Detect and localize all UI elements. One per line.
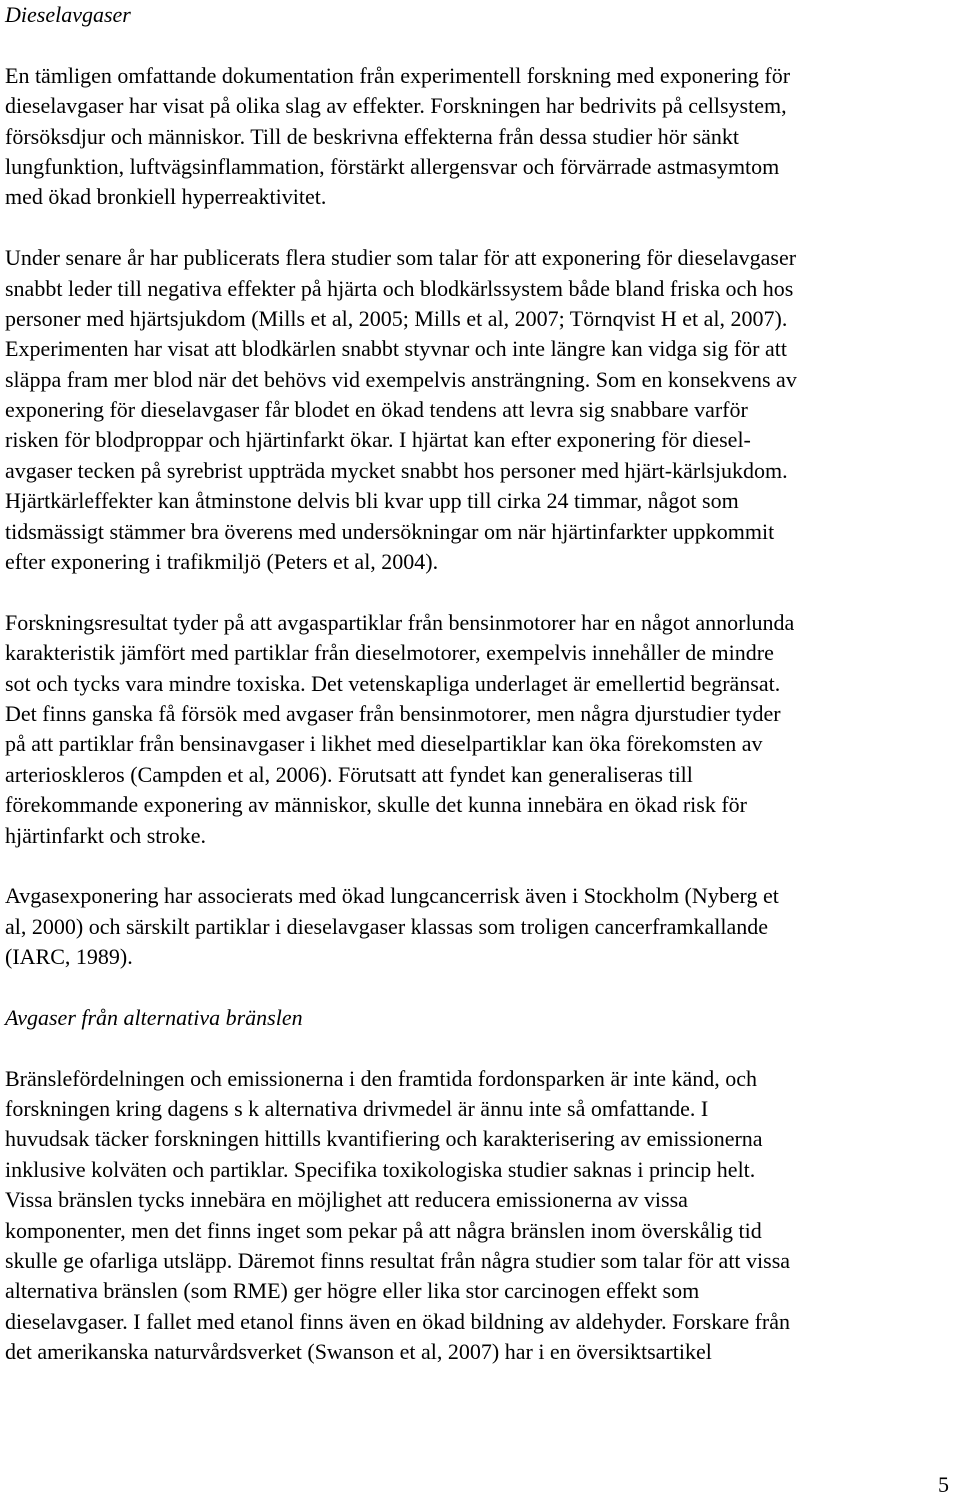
text-line: sot och tycks vara mindre toxiska. Det vetenskapliga underlaget är emellertid begränsat. (5, 670, 781, 696)
text-line: En tämligen omfattande dokumentation från experimentell forskning med exponering för (5, 62, 791, 88)
text-line: Bränslefördelningen och emissionerna i den framtida fordonsparken är inte känd, och (5, 1065, 758, 1091)
text-line: komponenter, men det finns inget som pekar på att några bränslen inom överskålig tid (5, 1217, 762, 1243)
text-line: al, 2000) och särskilt partiklar i dieselavgaser klassas som troligen cancerframkallande (5, 913, 769, 939)
text-line: tidsmässigt stämmer bra överens med undersökningar om när hjärtinfarkter uppkommit (5, 518, 775, 544)
text-line: lungfunktion, luftvägsinflammation, förstärkt allergensvar och förvärrade astmasymtom (5, 153, 780, 179)
text-line: med ökad bronkiell hyperreaktivitet. (5, 184, 327, 210)
spacer (5, 973, 957, 1003)
spacer (5, 1033, 957, 1063)
paragraph-5 (5, 1064, 957, 1368)
text-line: karakteristik jämfört med partiklar från dieselmotorer, exempelvis innehåller de mindre (5, 640, 774, 666)
text-line: forskningen kring dagens s k alternativa drivmedel är ännu inte så omfattande. I (5, 1096, 709, 1122)
text-line: personer med hjärtsjukdom (Mills et al, 2005; Mills et al, 2007; Törnqvist H et al, 2007). (5, 305, 788, 331)
text-line: risken för blodproppar och hjärtinfarkt ökar. I hjärtat kan efter exponering för diesel- (5, 427, 751, 453)
text-line: arterioskleros (Campden et al, 2006). Förutsatt att fyndet kan generaliseras till (5, 761, 693, 787)
text-line: huvudsak täcker forskningen hittills kvantifiering och karakterisering av emissionerna (5, 1126, 763, 1152)
text-line: Det finns ganska få försök med avgaser från bensinmotorer, men några djurstudier tyder (5, 700, 781, 726)
text-line: alternativa bränslen (som RME) ger högre eller lika stor carcinogen effekt som (5, 1278, 700, 1304)
text-line: exponering för dieselavgaser får blodet en ökad tendens att levra sig snabbare varför (5, 397, 748, 423)
text-line: Vissa bränslen tycks innebära en möjlighet att reducera emissionerna av vissa (5, 1187, 688, 1213)
text-line: på att partiklar från bensinavgaser i likhet med dieselpartiklar kan öka förekomsten av (5, 731, 763, 757)
spacer (5, 30, 957, 60)
spacer (5, 577, 957, 607)
text-line: Experimenten har visat att blodkärlen snabbt styvnar och inte längre kan vidga sig för att (5, 336, 787, 362)
text-line: avgaser tecken på syrebrist uppträda mycket snabbt hos personer med hjärt-kärlsjukdom. (5, 457, 788, 483)
text-line: försöksdjur och människor. Till de beskrivna effekterna från dessa studier hör sänkt (5, 123, 740, 149)
text-line: dieselavgaser har visat på olika slag av effekter. Forskningen har bedrivits på cellsystem, (5, 93, 787, 119)
text-line: släppa fram mer blod när det behövs vid exempelvis ansträngning. Som en konsekvens av (5, 366, 797, 392)
text-line: hjärtinfarkt och stroke. (5, 822, 206, 848)
document-page (5, 0, 957, 1368)
text-line: (IARC, 1989). (5, 944, 133, 970)
paragraph-4 (5, 881, 957, 972)
text-line: Hjärtkärleffekter kan åtminstone delvis bli kvar upp till cirka 24 timmar, något som (5, 488, 739, 514)
text-line: Under senare år har publicerats flera studier som talar för att exponering för dieselavgaser (5, 245, 797, 271)
paragraph-3 (5, 608, 957, 851)
text-line: dieselavgaser. I fallet med etanol finns även en ökad bildning av aldehyder. Forskare från (5, 1308, 791, 1334)
text-line: Avgasexponering har associerats med ökad lungcancerrisk även i Stockholm (Nyberg et (5, 883, 779, 909)
text-line: Forskningsresultat tyder på att avgaspartiklar från bensinmotorer har en något annorlunda (5, 609, 795, 635)
section-heading-dieselavgaser: Dieselavgaser (5, 2, 131, 27)
paragraph-2 (5, 243, 957, 577)
text-line: förekommande exponering av människor, skulle det kunna innebära en ökad risk för (5, 792, 748, 818)
paragraph-1 (5, 61, 957, 213)
spacer (5, 851, 957, 881)
text-line: inklusive kolväten och partiklar. Specifika toxikologiska studier saknas i princip helt. (5, 1156, 756, 1182)
text-line: snabbt leder till negativa effekter på hjärta och blodkärlssystem både bland friska och hos (5, 275, 794, 301)
section-heading-alternativa-branslen: Avgaser från alternativa bränslen (5, 1004, 303, 1030)
text-line: efter exponering i trafikmiljö (Peters et al, 2004). (5, 549, 439, 575)
page-number: 5 (938, 1472, 949, 1497)
spacer (5, 213, 957, 243)
text-line: skulle ge ofarliga utsläpp. Däremot finns resultat från några studier som talar för att vissa (5, 1248, 791, 1274)
text-line: det amerikanska naturvårdsverket (Swanson et al, 2007) har i en översiktsartikel (5, 1339, 712, 1365)
